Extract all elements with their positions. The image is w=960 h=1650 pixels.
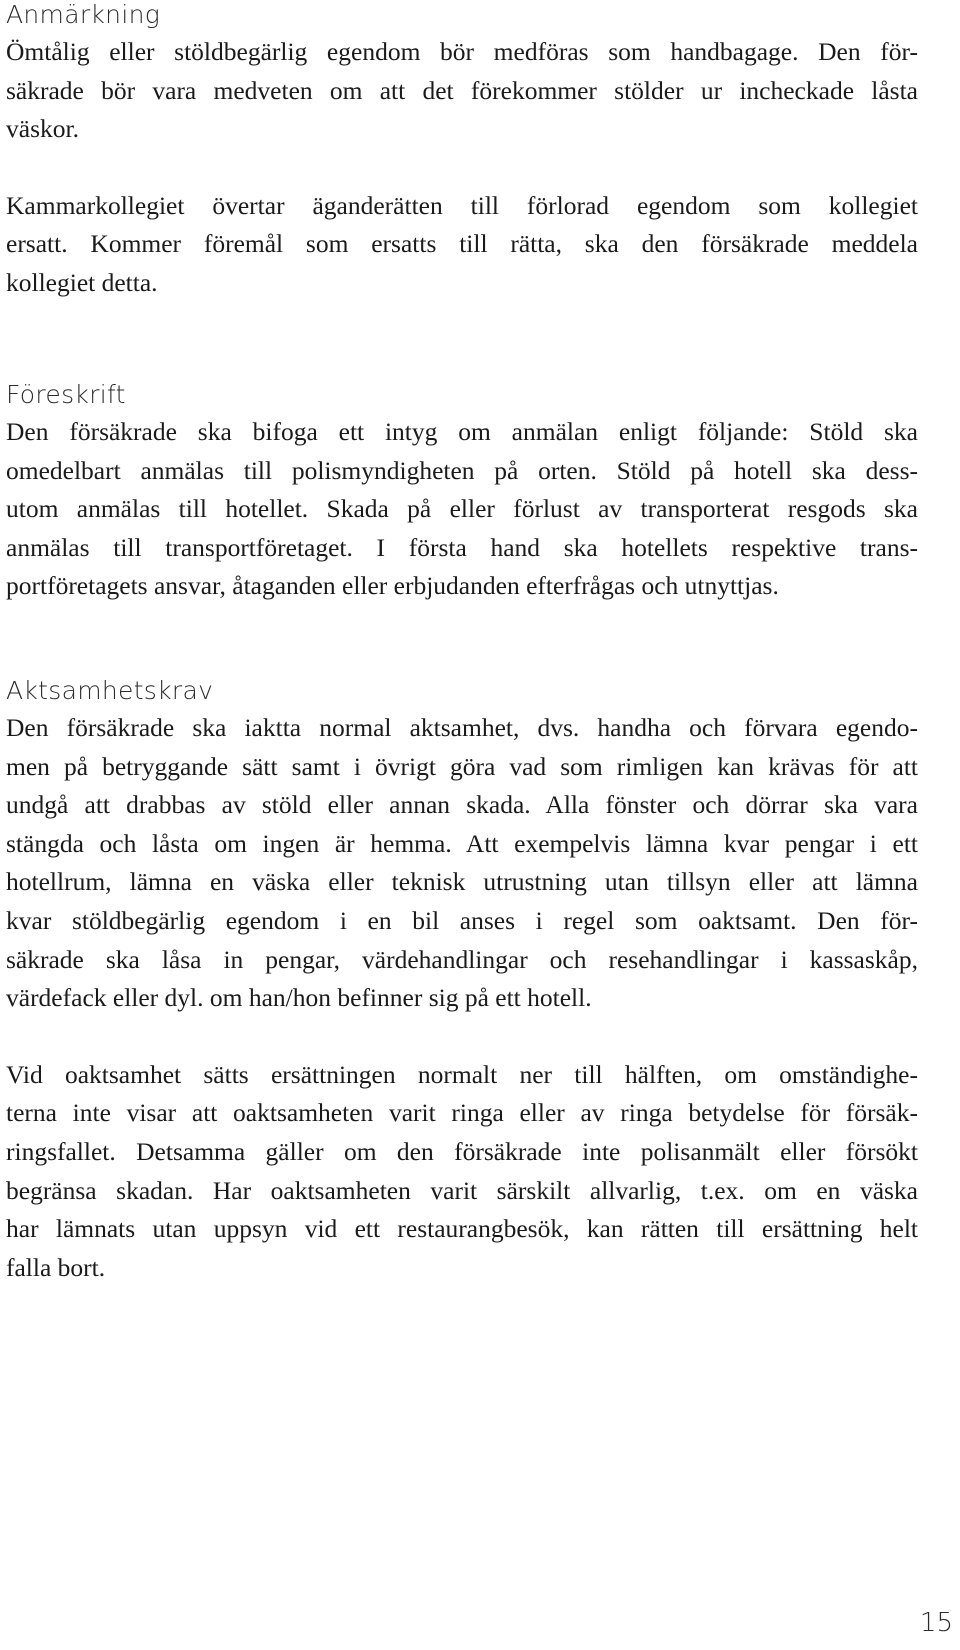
section-heading: Aktsamhetskrav bbox=[6, 676, 214, 705]
text-line: stängda och låsta om ingen är hemma. Att exempelvis lämna kvar pengar i ett bbox=[6, 828, 918, 858]
text-line: terna inte visar att oaktsamheten varit ringa eller av ringa betydelse för försäk- bbox=[6, 1098, 918, 1128]
text-line: utom anmälas till hotellet. Skada på eller förlust av transporterat resgods ska bbox=[6, 494, 918, 524]
paragraph bbox=[6, 187, 918, 303]
text-line: falla bort. bbox=[6, 1252, 106, 1282]
page-number: 15 bbox=[919, 1608, 953, 1638]
text-line: portföretagets ansvar, åtaganden eller erbjudanden efterfrågas och utnyttjas. bbox=[6, 571, 779, 601]
paragraph bbox=[6, 709, 918, 1018]
text-line: Kammarkollegiet övertar äganderätten till förlorad egendom som kollegiet bbox=[6, 190, 918, 220]
text-line: Den försäkrade ska bifoga ett intyg om anmälan enligt följande: Stöld ska bbox=[6, 417, 918, 446]
text-line: säkrade ska låsa in pengar, värdehandlingar och resehandlingar i kassaskåp, bbox=[6, 944, 918, 974]
section-aktsamhetskrav bbox=[6, 676, 918, 1287]
paragraph bbox=[6, 33, 918, 149]
section-foreskrift bbox=[6, 380, 918, 606]
paragraph bbox=[6, 1056, 918, 1288]
text-line: begränsa skadan. Har oaktsamheten varit särskilt allvarlig, t.ex. om en väska bbox=[6, 1175, 918, 1205]
text-line: ringsfallet. Detsamma gäller om den försäkrade inte polisanmält eller försökt bbox=[6, 1136, 918, 1166]
text-line: kvar stöldbegärlig egendom i en bil anses i regel som oaktsamt. Den för- bbox=[6, 905, 918, 935]
text-line: anmälas till transportföretaget. I första hand ska hotellets respektive trans- bbox=[6, 532, 918, 562]
text-line: har lämnats utan uppsyn vid ett restaurangbesök, kan rätten till ersättning helt bbox=[6, 1214, 918, 1244]
text-line: undgå att drabbas av stöld eller annan skada. Alla fönster och dörrar ska vara bbox=[6, 790, 918, 820]
text-line: Ömtålig eller stöldbegärlig egendom bör medföras som handbagage. Den för- bbox=[6, 37, 918, 66]
text-line: Den försäkrade ska iaktta normal aktsamhet, dvs. handha och förvara egendo- bbox=[6, 713, 918, 742]
text-line: värdefack eller dyl. om han/hon befinner sig på ett hotell. bbox=[6, 983, 592, 1013]
text-line: säkrade bör vara medveten om att det förekommer stölder ur incheckade låsta bbox=[6, 75, 918, 105]
section-anmarkning bbox=[6, 0, 918, 303]
text-line: väskor. bbox=[6, 114, 79, 144]
paragraph bbox=[6, 413, 918, 606]
section-heading: Anmärkning bbox=[6, 0, 161, 29]
text-line: Vid oaktsamhet sätts ersättningen normalt ner till hälften, om omständighe- bbox=[6, 1059, 918, 1089]
text-line: kollegiet detta. bbox=[6, 267, 158, 297]
text-line: omedelbart anmälas till polismyndigheten på orten. Stöld på hotell ska dess- bbox=[6, 455, 918, 485]
text-line: hotellrum, lämna en väska eller teknisk utrustning utan tillsyn eller att lämna bbox=[6, 867, 918, 897]
text-line: ersatt. Kommer föremål som ersatts till rätta, ska den försäkrade meddela bbox=[6, 229, 918, 259]
text-line: men på betryggande sätt samt i övrigt göra vad som rimligen kan krävas för att bbox=[6, 751, 918, 781]
section-heading: Föreskrift bbox=[6, 380, 126, 409]
